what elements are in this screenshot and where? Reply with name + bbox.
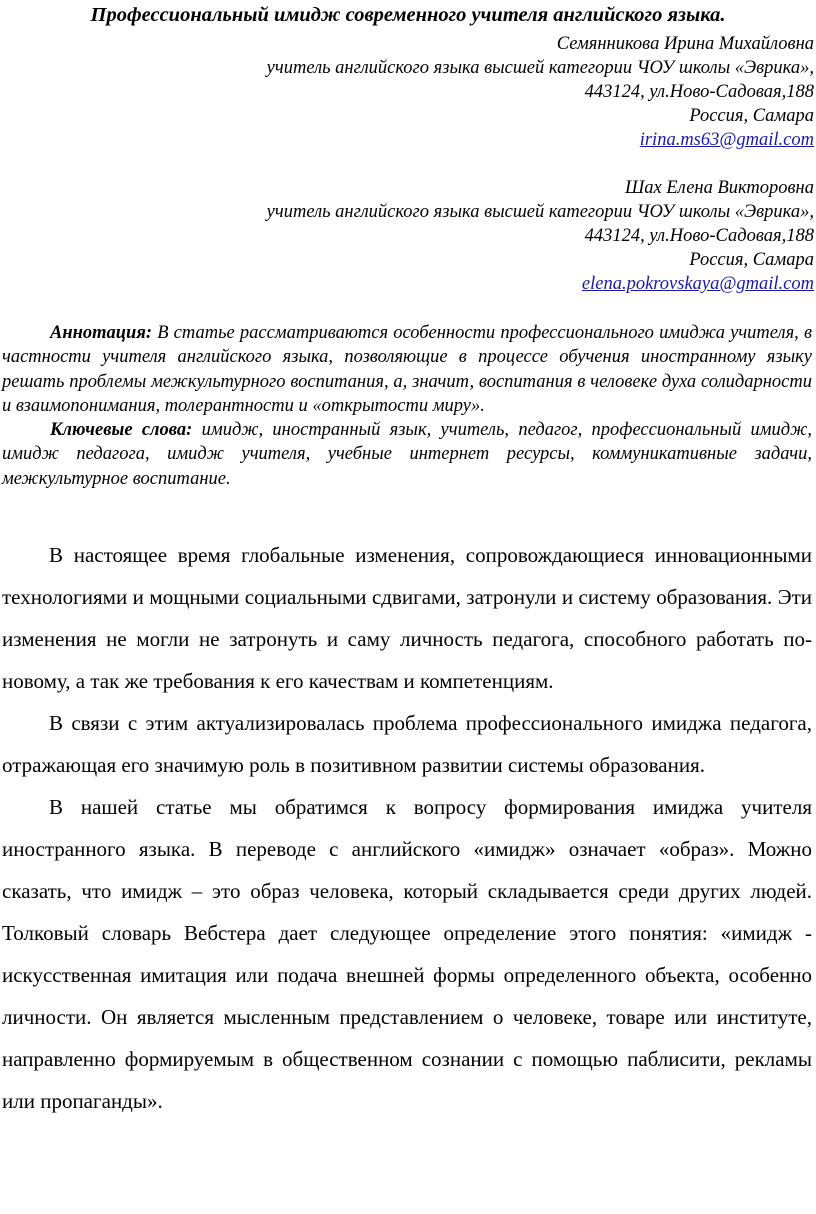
article-body <box>2 534 812 1122</box>
author-position: учитель английского языка высшей категории ЧОУ школы «Эврика», <box>266 58 814 78</box>
author-position: учитель английского языка высшей категории ЧОУ школы «Эврика», <box>266 202 814 222</box>
keywords-paragraph <box>2 418 812 491</box>
author-name: Шах Елена Викторовна <box>624 178 814 198</box>
author-country: Россия, Самара <box>689 250 814 270</box>
abstract-section <box>2 321 812 491</box>
author-block-2 <box>34 176 814 296</box>
article-title: Профессиональный имидж современного учителя английского языка. <box>90 4 726 26</box>
author-address: 443124, ул.Ново-Садовая,188 <box>584 226 814 246</box>
author-email-link[interactable]: elena.pokrovskaya@gmail.com <box>581 274 814 294</box>
body-paragraph: В связи с этим актуализировалась проблема профессионального имиджа педагога, отражающая его значимую роль в позитивном развитии системы образования. <box>2 711 812 777</box>
keywords-label: Ключевые слова: <box>50 420 193 441</box>
body-paragraph: В нашей статье мы обратимся к вопросу формирования имиджа учителя иностранного языка. В переводе с английского «имидж» означает «образ». Можно сказать, что имидж – это образ человека, который складывается среди других людей. Толковый словарь Вебстера дает следующее определение этого понятия: «имидж - искусственная имитация или подача внешней формы определенного объекта, особенно личности. Он является мысленным представлением о человеке, товаре или институте, направленно формируемым в общественном сознании с помощью паблисити, рекламы или пропаганды». <box>2 795 812 1113</box>
author-email-link[interactable]: irina.ms63@gmail.com <box>639 130 814 150</box>
abstract-text: В статье рассматриваются особенности профессионального имиджа учителя, в частности учителя английского языка, позволяющие в процессе обучения иностранному языку решать проблемы межкультурного воспитания, а, значит, воспитания в человеке духа солидарности и взаимопонимания, толерантности и «открытости миру». <box>2 323 812 416</box>
abstract-label: Аннотация: <box>50 323 153 343</box>
body-paragraph: В настоящее время глобальные изменения, сопровождающиеся инновационными технологиями и мощными социальными сдвигами, затронули и систему образования. Эти изменения не могли не затронуть и саму личность педагога, способного работать по-новому, а так же требования к его качествам и компетенциям. <box>2 543 812 693</box>
abstract-paragraph <box>2 321 812 418</box>
author-address: 443124, ул.Ново-Садовая,188 <box>584 82 814 102</box>
keywords-text: имидж, иностранный язык, учитель, педагог, профессиональный имидж, имидж педагога, имидж учителя, учебные интернет ресурсы, коммуникативные задачи, межкультурное воспитание. <box>2 420 812 489</box>
author-block-1 <box>34 32 814 152</box>
author-country: Россия, Самара <box>689 106 814 126</box>
author-name: Семянникова Ирина Михайловна <box>556 34 814 54</box>
